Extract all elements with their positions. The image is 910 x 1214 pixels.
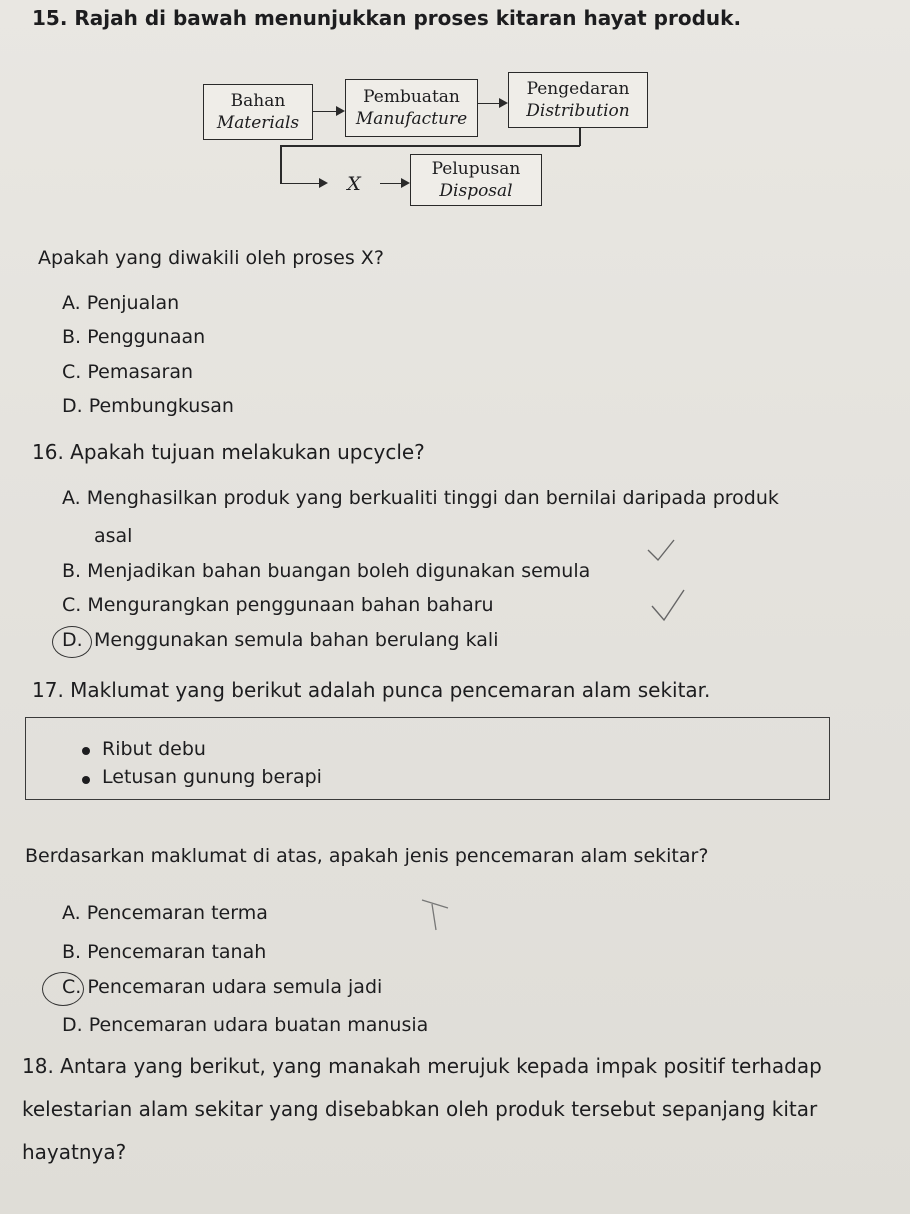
bullet-1 [82,747,90,755]
distribution-box [508,72,648,128]
x-label: X [347,173,361,195]
q16-title: 16. Apakah tujuan melakukan upcycle? [32,440,425,464]
connector-line-vertical [280,145,282,183]
q17-option-c: C. Pencemaran udara semula jadi [62,976,383,998]
arrow-x-to-disposal [380,183,408,184]
manufacture-en-label: Manufacture [355,109,468,129]
q15-option-a: A. Penjualan [62,292,180,314]
q16-option-d-text: Menggunakan semula bahan berulang kali [94,629,499,651]
q17-question: Berdasarkan maklumat di atas, apakah jenis pencemaran alam sekitar? [25,845,709,867]
q17-option-b: B. Pencemaran tanah [62,941,267,963]
x-box [328,168,380,204]
distribution-ms-label: Pengedaran [526,79,630,99]
connector-line-drop [579,128,581,146]
q15-title: 15. Rajah di bawah menunjukkan proses kitaran hayat produk. [32,6,742,30]
q18-line3: hayatnya? [22,1140,127,1164]
materials-en-label: Materials [216,113,300,133]
arrow-materials-to-manufacture [313,111,343,112]
q15-option-c: C. Pemasaran [62,361,194,383]
q16-option-a-line2: asal [94,525,133,547]
q18-line1: 18. Antara yang berikut, yang manakah merujuk kepada impak positif terhadap [22,1054,822,1078]
q16-option-a-line1: A. Menghasilkan produk yang berkualiti tinggi dan bernilai daripada produk [62,487,779,509]
info-item-1: Ribut debu [102,738,206,760]
arrow-manufacture-to-distribution [478,103,506,104]
tick-mark-2 [652,590,684,620]
q18-line2: kelestarian alam sekitar yang disebabkan oleh produk tersebut sepanjang kitar [22,1097,818,1121]
disposal-ms-label: Pelupusan [431,159,521,179]
manufacture-ms-label: Pembuatan [363,87,460,107]
q15-option-d: D. Pembungkusan [62,395,234,417]
materials-box [203,84,313,140]
q17-option-a: A. Pencemaran terma [62,902,268,924]
q16-option-b: B. Menjadikan bahan buangan boleh digunakan semula [62,560,591,582]
q17-title: 17. Maklumat yang berikut adalah punca pencemaran alam sekitar. [32,678,711,702]
pencil-tick-marks [640,538,700,638]
arrow-to-x [280,183,326,184]
disposal-box [410,154,542,206]
q15-option-b: B. Penggunaan [62,326,206,348]
manufacture-box [345,79,478,137]
info-item-2: Letusan gunung berapi [102,766,322,788]
materials-ms-label: Bahan [230,91,286,111]
bullet-2 [82,776,90,784]
tick-mark-1 [648,540,674,560]
q17-option-d: D. Pencemaran udara buatan manusia [62,1014,429,1036]
connector-line [280,145,580,147]
q16-option-d-letter: D. [62,629,83,651]
disposal-en-label: Disposal [439,181,513,201]
pencil-cross-mark [418,894,454,934]
distribution-en-label: Distribution [526,101,630,121]
q15-question: Apakah yang diwakili oleh proses X? [38,247,384,269]
q16-option-c: C. Mengurangkan penggunaan bahan baharu [62,594,494,616]
